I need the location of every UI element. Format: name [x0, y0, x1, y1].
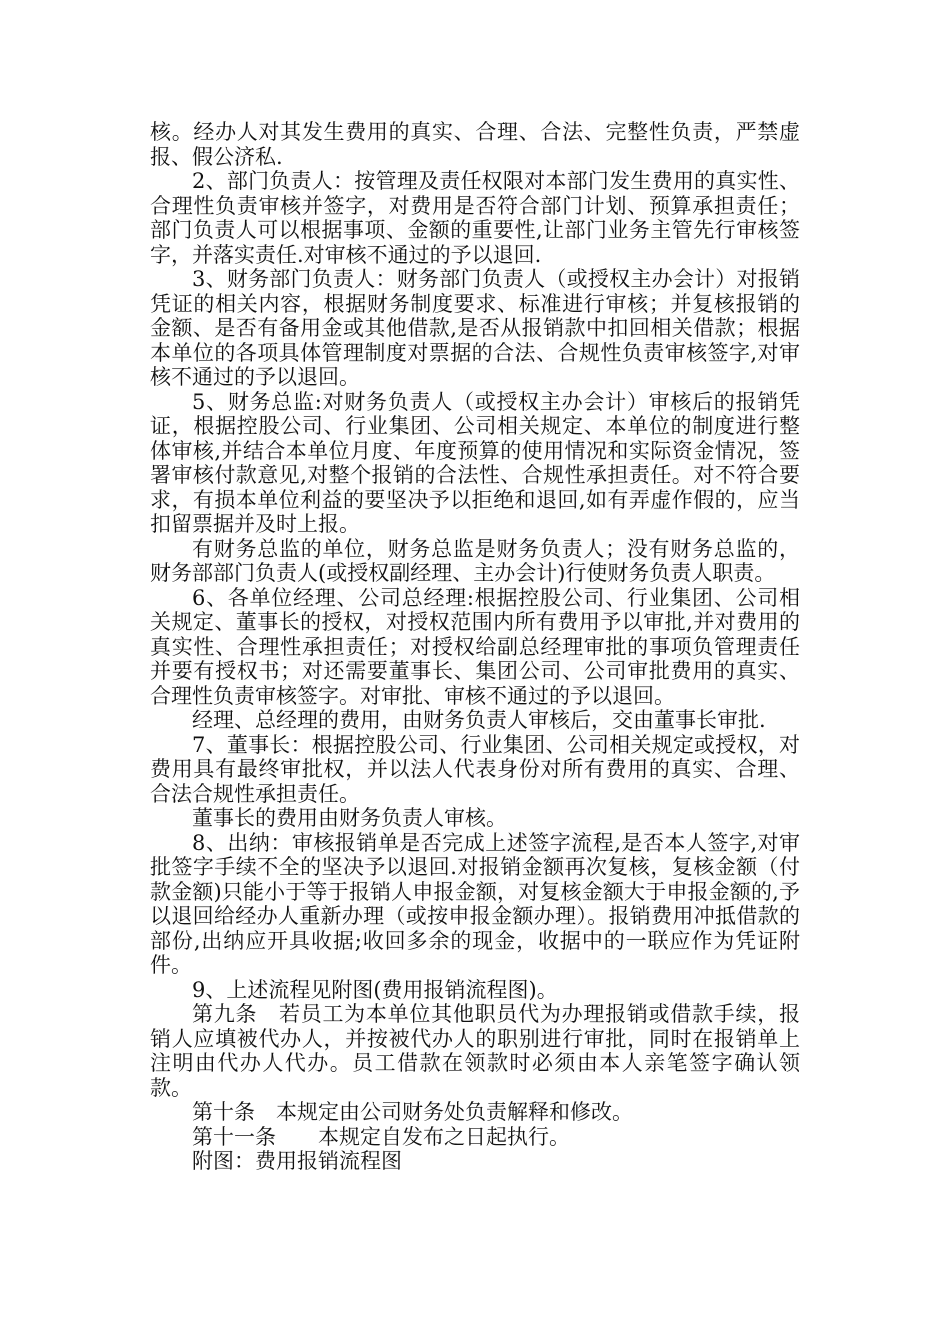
paragraph-9: 董事长的费用由财务负责人审核。 [192, 806, 507, 830]
paragraph-11: 9、上述流程见附图(费用报销流程图)。 [192, 977, 558, 1002]
paragraph-8: 7、董事长：根据控股公司、行业集团、公司相关规定或授权，对费用具有最终审批权，并以法人代表身份对所有费用的真实、合理、合法合规性承担责任。 [150, 732, 800, 806]
document-body [150, 120, 800, 1174]
paragraph-5: 有财务总监的单位，财务总监是财务负责人；没有财务总监的，财务部部门负责人(或授权副经理、主办会计)行使财务负责人职责。 [150, 536, 800, 585]
paragraph-13: 第十条 本规定由公司财务处负责解释和修改。 [192, 1100, 633, 1124]
paragraph-14: 第十一条 本规定自发布之日起执行。 [192, 1124, 570, 1149]
paragraph-7: 经理、总经理的费用，由财务负责人审核后，交由董事长审批. [192, 708, 766, 732]
paragraph-2: 2、部门负责人：按管理及责任权限对本部门发生费用的真实性、合理性负责审核并签字，对费用是否符合部门计划、预算承担责任；部门负责人可以根据事项、金额的重要性,让部门业务主管先行审核签字，并落实责任.对审核不通过的予以退回. [150, 169, 800, 267]
paragraph-15: 附图：费用报销流程图 [192, 1149, 402, 1173]
paragraph-1: 核。经办人对其发生费用的真实、合理、合法、完整性负责，严禁虚报、假公济私. [150, 120, 800, 169]
paragraph-6: 6、各单位经理、公司总经理:根据控股公司、行业集团、公司相关规定、董事长的授权，对授权范围内所有费用予以审批,并对费用的真实性、合理性承担责任；对授权给副总经理审批的事项负管理责任并要有授权书；对还需要董事长、集团公司、公司审批费用的真实、合理性负责审核签字。对审批、审核不通过的予以退回。 [150, 585, 800, 708]
paragraph-10: 8、出纳：审核报销单是否完成上述签字流程,是否本人签字,对审批签字手续不全的坚决予以退回.对报销金额再次复核，复核金额（付款金额)只能小于等于报销人申报金额，对复核金额大于申报金额的,予以退回给经办人重新办理（或按申报金额办理）。报销费用冲抵借款的部份,出纳应开具收据;收回多余的现金，收据中的一联应作为凭证附件。 [150, 830, 800, 977]
paragraph-3: 3、财务部门负责人：财务部门负责人（或授权主办会计）对报销凭证的相关内容，根据财务制度要求、标准进行审核；并复核报销的金额、是否有备用金或其他借款,是否从报销款中扣回相关借款；根据本单位的各项具体管理制度对票据的合法、合规性负责审核签字,对审核不通过的予以退回。 [150, 267, 800, 389]
paragraph-12: 第九条 若员工为本单位其他职员代为办理报销或借款手续，报销人应填被代办人，并按被代办人的职别进行审批，同时在报销单上注明由代办人代办。员工借款在领款时必须由本人亲笔签字确认领款。 [150, 1002, 800, 1100]
paragraph-4: 5、财务总监:对财务负责人（或授权主办会计）审核后的报销凭证，根据控股公司、行业集团、公司相关规定、本单位的制度进行整体审核,并结合本单位月度、年度预算的使用情况和实际资金情况，签署审核付款意见,对整个报销的合法性、合规性承担责任。对不符合要求，有损本单位利益的要坚决予以拒绝和退回,如有弄虚作假的，应当扣留票据并及时上报。 [150, 389, 800, 536]
